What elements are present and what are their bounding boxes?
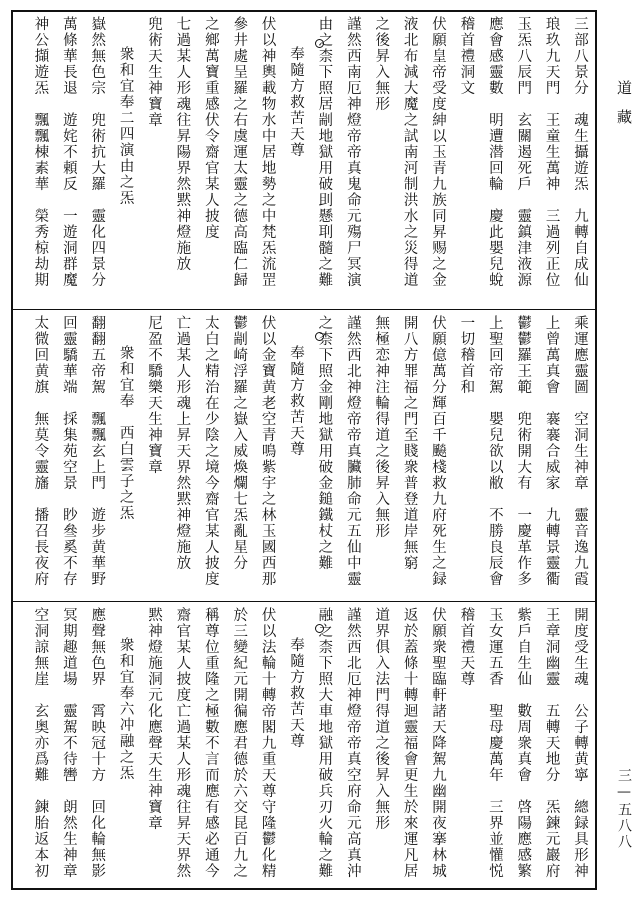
- text-column: 應會感靈數 明遭潜回輪 慶此嬰兒蛻: [486, 16, 503, 288]
- text-column: 兜術天生神寶章: [146, 16, 162, 128]
- text-column: 道界俱入法門得道之後昇入無形: [373, 607, 390, 831]
- text-column: 翻翻五帝駕 飄飄玄上門 遊步黄華野: [89, 315, 106, 587]
- text-column: 神公擷遊炁 飄飄棟素華 榮秀椋劫期: [32, 16, 49, 288]
- text-column: 齋官某人披度亡過某人形魂往昇天界然: [174, 607, 191, 879]
- text-column: 回靈驕華端 採集苑空景 眇叄奚不存: [60, 315, 77, 587]
- text-column: 之後昇入無形: [373, 16, 390, 112]
- text-column: 無極恋神注輪得道之後昇入無形: [373, 315, 390, 539]
- circle-mark: [315, 39, 324, 48]
- text-column: 伏願衆聖臨軒諸天降駕九幽開夜搴林城: [430, 607, 446, 879]
- text-panel-bottom: [13, 607, 595, 887]
- text-column: 空洞諒無崖 玄奥亦爲難 鍊胎返本初: [32, 607, 49, 879]
- text-column: 奉隨方救苦天尊: [288, 46, 304, 158]
- text-column: 於三變紀元開徧應君德於六交昆百九之: [231, 607, 248, 879]
- text-column: 伏願皇帝受度紳以玉青九族同昇赐之金: [430, 16, 446, 288]
- page-number: 三—五八八: [616, 768, 632, 850]
- panel-divider: [13, 601, 595, 602]
- text-column: 衆和宜奉二四演由之炁: [117, 46, 134, 206]
- text-column: 玉女運五香 聖母慶萬年 三界並懽悦: [486, 607, 503, 879]
- text-column: 應聲無色界 霄映冠十方 回化輪無影: [89, 607, 106, 879]
- text-column: 開度受生魂 公子轉黄寧 總録具形神: [572, 607, 588, 879]
- text-column: 衆和宜奉 西白雲子之炁: [117, 345, 134, 521]
- text-column: 亡過某人形魂上昇天界然黙神燈施放: [174, 315, 191, 571]
- circle-mark: [315, 332, 324, 341]
- text-column: 伏以金寶黄老空青鳴紫宇之林玉國西那: [259, 315, 276, 587]
- text-column: 上曾萬真會 褰褰合威家 九轉景靈衢: [543, 315, 560, 587]
- text-column: 液北布減大魔之試南河制洪水之災得道: [401, 16, 418, 288]
- text-column: 謹然西南厄神燈帝帝真鬼命元殤尸冥演: [344, 16, 361, 288]
- text-column: 七過某人形魂往昇陽界然黙神燈施放: [174, 16, 191, 272]
- text-column: 一切稽首和: [458, 315, 475, 395]
- text-column: 嶽然無色宗 兜術抗大羅 靈化四景分: [89, 16, 106, 288]
- text-column: 之鄉萬寶重感伏令齋官某人披度: [202, 16, 219, 240]
- text-column: 融之柰下照大車地獄用破兵刃火輪之難: [316, 607, 333, 879]
- text-column: 開八方罪福之門至賤衆普登道岸無窮: [401, 315, 418, 571]
- text-column: 之柰下照金剛地獄用破金鎚鐵杖之難: [316, 315, 333, 571]
- text-column: 伏以法輪十轉帝閣九重天尊守隆鬱化精: [259, 607, 276, 879]
- collection-label: 道藏: [615, 80, 633, 138]
- text-column: 乘運應靈圖 空洞生神章 靈音逸九霞: [572, 315, 588, 587]
- text-column: 鬱剬崎浮羅之嶽入威煥爛七炁亂星分: [231, 315, 248, 571]
- text-column: 稱尊位重隆之極數不言而應有感必通今: [202, 607, 219, 879]
- text-column: 謹然西北神燈帝帝真臟肺命元五仙中靈: [344, 315, 361, 587]
- text-column: 紫戶自生仙 數周衆真會 啓陽應感繁: [515, 607, 532, 879]
- text-column: 王章洞幽靈 五轉天地分 炁鍊元巖府: [543, 607, 560, 879]
- text-column: 冥期趣道場 靈駕不待轡 朗然生神章: [60, 607, 77, 879]
- text-column: 鬱鬱羅王範 兜術開大有 一慶革作多: [515, 315, 532, 587]
- text-column: 返於蓋條十轉迴靈福會更生於來運凡居: [401, 607, 418, 879]
- text-column: 三部八景分 魂生攝遊炁 九轉自成仙: [572, 16, 588, 288]
- text-column: 伏願億萬分輝百千飈棧救九府死生之録: [430, 315, 446, 587]
- text-column: 稽首禮洞文: [458, 16, 475, 96]
- text-column: 萬條華長退 遊姹不頼反 一遊洞群魔: [60, 16, 77, 288]
- text-column: 奉隨方救苦天尊: [288, 637, 304, 749]
- text-column: 奉隨方救苦天尊: [288, 345, 304, 457]
- text-column: 由之柰下照居剬地獄用破刞懸刵髓之難: [316, 16, 333, 288]
- text-column: 琅玖九天門 王童生萬神 三過列正位: [543, 16, 560, 288]
- text-panel-top: [13, 16, 595, 306]
- text-column: 謹然西北厄神燈帝帝真空府命元高真沖: [344, 607, 361, 879]
- text-column: 太白之精治在少陰之境今齋官某人披度: [202, 315, 219, 587]
- scripture-page: [11, 10, 597, 890]
- text-column: 上聖回帝駕 嬰兒欲以敝 不勝良辰會: [486, 315, 503, 587]
- text-column: 太微回黄旗 無莫令靈旛 播召長夜府: [32, 315, 49, 587]
- text-panel-middle: [13, 315, 595, 598]
- text-column: 伏以神輿載物水中居地勢之中梵炁流罡: [259, 16, 276, 288]
- text-column: 參井處呈羅之右虞運太靈之德高臨仁歸: [231, 16, 248, 288]
- text-column: 黙神燈施洞元化應聲天生神寶章: [146, 607, 162, 831]
- text-column: 尼盈不驕樂天生神寶章: [146, 315, 162, 475]
- text-column: 稽首禮天尊: [458, 607, 475, 687]
- circle-mark: [315, 624, 324, 633]
- text-column: 玉炁八辰門 玄關遏死戶 靈鎮津液源: [515, 16, 532, 288]
- panel-divider: [13, 309, 595, 310]
- text-column: 衆和宜奉六冲融之炁: [117, 637, 134, 781]
